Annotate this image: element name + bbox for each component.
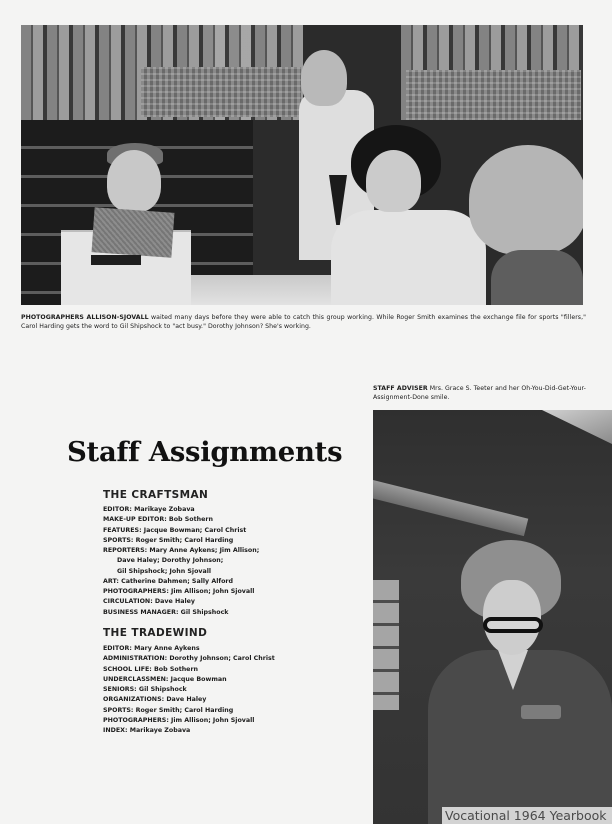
seated-woman-face xyxy=(366,150,421,212)
adviser-glasses xyxy=(483,617,543,633)
staff-entry: SPORTS: Roger Smith; Carol Harding xyxy=(103,706,234,714)
staff-entry: PHOTOGRAPHERS: Jim Allison; John Sjovall xyxy=(103,588,255,595)
section-heading-tradewind: THE TRADEWIND xyxy=(103,627,208,639)
adviser-body xyxy=(428,650,612,824)
page-title: Staff Assignments xyxy=(67,436,343,468)
staff-entry: BUSINESS MANAGER: Gil Shipshock xyxy=(103,608,229,616)
staff-entry: ORGANIZATIONS: Dave Haley xyxy=(103,696,207,704)
staff-entry: EDITOR: Marikaye Zobava xyxy=(103,506,195,513)
seated-woman-body xyxy=(331,210,486,305)
staff-entry: ADMINISTRATION: Dorothy Johnson; Carol Christ xyxy=(103,655,275,663)
curtain xyxy=(406,70,581,120)
staff-entry: MAKE-UP EDITOR: Bob Sothern xyxy=(103,516,213,524)
caption-lead: PHOTOGRAPHERS ALLISON-SJOVALL xyxy=(21,314,149,321)
standing-man-head xyxy=(301,50,347,106)
staff-group-photo xyxy=(21,25,583,305)
curtain xyxy=(141,67,301,117)
foreground-woman-hair xyxy=(469,145,583,255)
staff-entry-continuation: Gil Shipshock; John Sjovall xyxy=(117,567,212,575)
top-photo-caption xyxy=(21,313,586,331)
staff-entry: INDEX: Marikaye Zobava xyxy=(103,727,191,734)
staff-entry: UNDERCLASSMEN: Jacque Bowman xyxy=(103,675,227,683)
box-lid xyxy=(92,207,175,257)
window xyxy=(373,580,399,710)
ceiling-light xyxy=(542,410,612,444)
staff-entry: PHOTOGRAPHERS: Jim Allison; John Sjovall xyxy=(103,716,255,724)
staff-entry: REPORTERS: Mary Anne Aykens; Jim Allison; xyxy=(103,547,260,554)
staff-adviser-photo xyxy=(373,410,612,824)
section-heading-craftsman: THE CRAFTSMAN xyxy=(103,489,209,501)
staff-entry-continuation: Dave Haley; Dorothy Johnson; xyxy=(117,557,224,565)
staff-entry: CIRCULATION: Dave Haley xyxy=(103,598,196,606)
craftsman-staff-list xyxy=(103,505,259,618)
fluorescent-fixture xyxy=(373,480,528,536)
tradewind-staff-list xyxy=(103,644,275,736)
watermark: Vocational 1964 Yearbook xyxy=(442,807,612,824)
caption-text: waited many days before they were able to catch this group working. While Roger Smith examines the exchange file for sports "fillers," Carol Harding gets the word to Gil Shipshock to "act busy." Dorothy Johnson? She's working. xyxy=(21,314,586,330)
staff-entry: SENIORS: Gil Shipshock xyxy=(103,686,187,693)
boy-face xyxy=(107,150,161,212)
staff-entry: SPORTS: Roger Smith; Carol Harding xyxy=(103,536,234,544)
adviser-brooch xyxy=(521,705,561,719)
craftsman-box-label xyxy=(91,255,141,265)
adviser-photo-caption xyxy=(373,384,605,402)
staff-entry: SCHOOL LIFE: Bob Sothern xyxy=(103,665,199,673)
caption-text: Mrs. Grace S. Teeter and her Oh-You-Did-Get-Your-Assignment-Done smile. xyxy=(373,385,586,401)
foreground-woman-body xyxy=(491,250,583,305)
staff-entry: ART: Catherine Dahmen; Sally Alford xyxy=(103,577,234,585)
staff-entry: FEATURES: Jacque Bowman; Carol Christ xyxy=(103,526,247,534)
staff-entry: EDITOR: Mary Anne Aykens xyxy=(103,645,200,652)
caption-lead: STAFF ADVISER xyxy=(373,385,428,392)
